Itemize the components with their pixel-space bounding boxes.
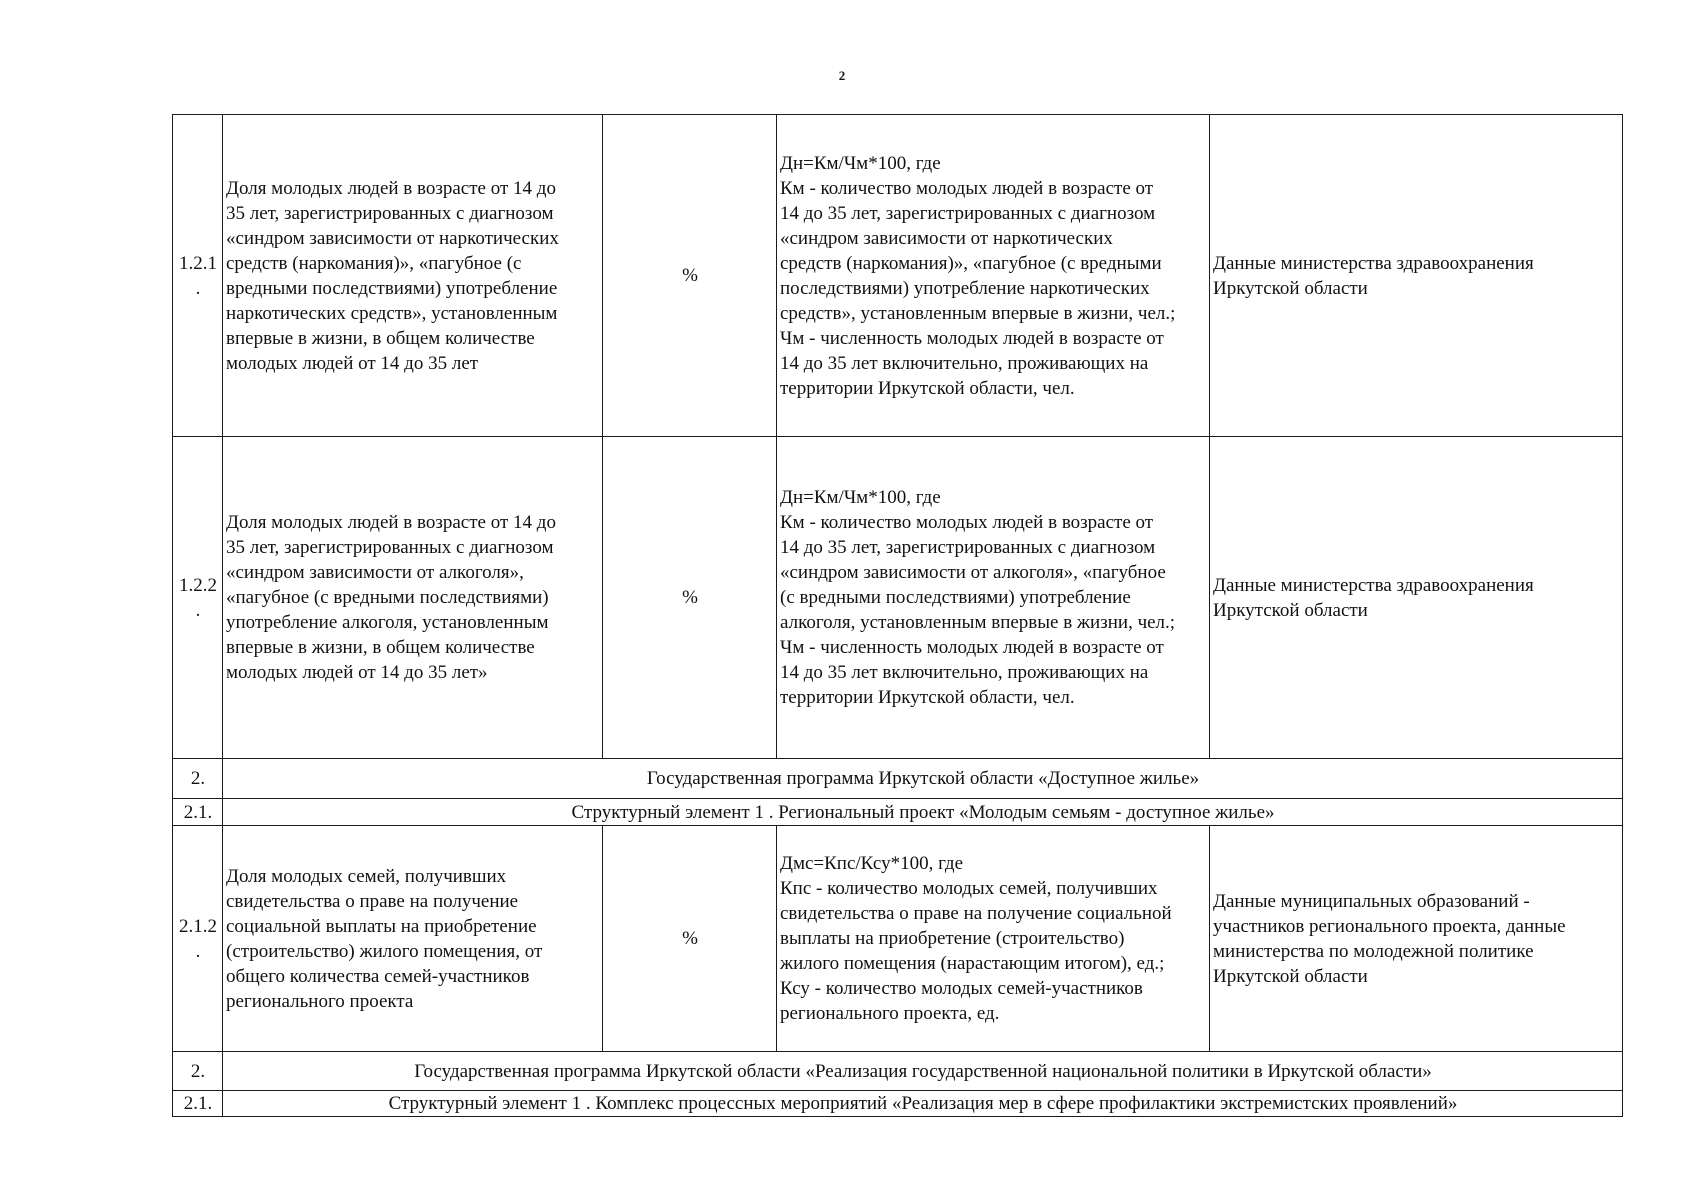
unit-cell: % bbox=[603, 437, 777, 759]
table-row bbox=[173, 437, 1623, 759]
source-cell: Данные министерства здравоохранения Иркутской области bbox=[1210, 115, 1623, 437]
program-title: Государственная программа Иркутской области «Доступное жилье» bbox=[223, 759, 1623, 799]
source-cell: Данные министерства здравоохранения Иркутской области bbox=[1210, 437, 1623, 759]
row-number: 2.1. bbox=[173, 799, 223, 826]
indicators-table bbox=[172, 114, 1623, 1117]
row-number: 2.1.2 bbox=[179, 915, 217, 937]
row-number-dot: . bbox=[195, 599, 201, 621]
indicator-cell: Доля молодых людей в возрасте от 14 до 35 лет, зарегистрированных с диагнозом «синдром зависимости от алкоголя», «пагубное (с вредными последствиями) употребление алкоголя, установленным впервые в жизни, в общем количестве молодых людей от 14 до 35 лет» bbox=[223, 437, 603, 759]
structural-element-row bbox=[173, 1091, 1623, 1117]
formula-cell: Дмс=Кпс/Ксу*100, где Кпс - количество молодых семей, получивших свидетельства о праве на получение социальной выплаты на приобретение (строительство) жилого помещения (нарастающим итогом), ед.; Ксу - количество молодых семей-участников регионального проекта, ед. bbox=[777, 826, 1210, 1052]
row-number: 2.1. bbox=[173, 1091, 223, 1117]
unit-cell: % bbox=[603, 115, 777, 437]
row-number: 1.2.1 bbox=[179, 252, 217, 274]
row-number: 1.2.2 bbox=[179, 574, 217, 596]
formula-cell: Дн=Км/Чм*100, где Км - количество молодых людей в возрасте от 14 до 35 лет, зарегистрированных с диагнозом «синдром зависимости от наркотических средств (наркомания)», «пагубное (с вредными последствиями) употребление наркотических средств», установленным впервые в жизни, чел.; Чм - численность молодых людей в возрасте от 14 до 35 лет включительно, проживающих на территории Иркутской области, чел. bbox=[777, 115, 1210, 437]
program-row bbox=[173, 1052, 1623, 1091]
program-title: Государственная программа Иркутской области «Реализация государственной национальной политики в Иркутской области» bbox=[223, 1052, 1623, 1091]
table-row bbox=[173, 826, 1623, 1052]
structural-element-title: Структурный элемент 1 . Региональный проект «Молодым семьям - доступное жилье» bbox=[223, 799, 1623, 826]
unit-cell: % bbox=[603, 826, 777, 1052]
program-row bbox=[173, 759, 1623, 799]
row-number: 2. bbox=[173, 1052, 223, 1091]
page-number: 2 bbox=[838, 68, 846, 83]
row-number: 2. bbox=[173, 759, 223, 799]
structural-element-row bbox=[173, 799, 1623, 826]
row-number-cell bbox=[173, 437, 223, 759]
table-row bbox=[173, 115, 1623, 437]
row-number-dot: . bbox=[195, 940, 201, 962]
formula-cell: Дн=Км/Чм*100, где Км - количество молодых людей в возрасте от 14 до 35 лет, зарегистрированных с диагнозом «синдром зависимости от алкоголя», «пагубное (с вредными последствиями) употребление алкоголя, установленным впервые в жизни, чел.; Чм - численность молодых людей в возрасте от 14 до 35 лет включительно, проживающих на территории Иркутской области, чел. bbox=[777, 437, 1210, 759]
source-cell: Данные муниципальных образований - участников регионального проекта, данные министерства по молодежной политике Иркутской области bbox=[1210, 826, 1623, 1052]
indicator-cell: Доля молодых семей, получивших свидетельства о праве на получение социальной выплаты на приобретение (строительство) жилого помещения, от общего количества семей-участников регионального проекта bbox=[223, 826, 603, 1052]
row-number-dot: . bbox=[195, 277, 201, 299]
row-number-cell bbox=[173, 826, 223, 1052]
row-number-cell bbox=[173, 115, 223, 437]
structural-element-title: Структурный элемент 1 . Комплекс процессных мероприятий «Реализация мер в сфере профилактики экстремистских проявлений» bbox=[223, 1091, 1623, 1117]
indicator-cell: Доля молодых людей в возрасте от 14 до 35 лет, зарегистрированных с диагнозом «синдром зависимости от наркотических средств (наркомания)», «пагубное (с вредными последствиями) употребление наркотических средств», установленным впервые в жизни, в общем количестве молодых людей от 14 до 35 лет bbox=[223, 115, 603, 437]
